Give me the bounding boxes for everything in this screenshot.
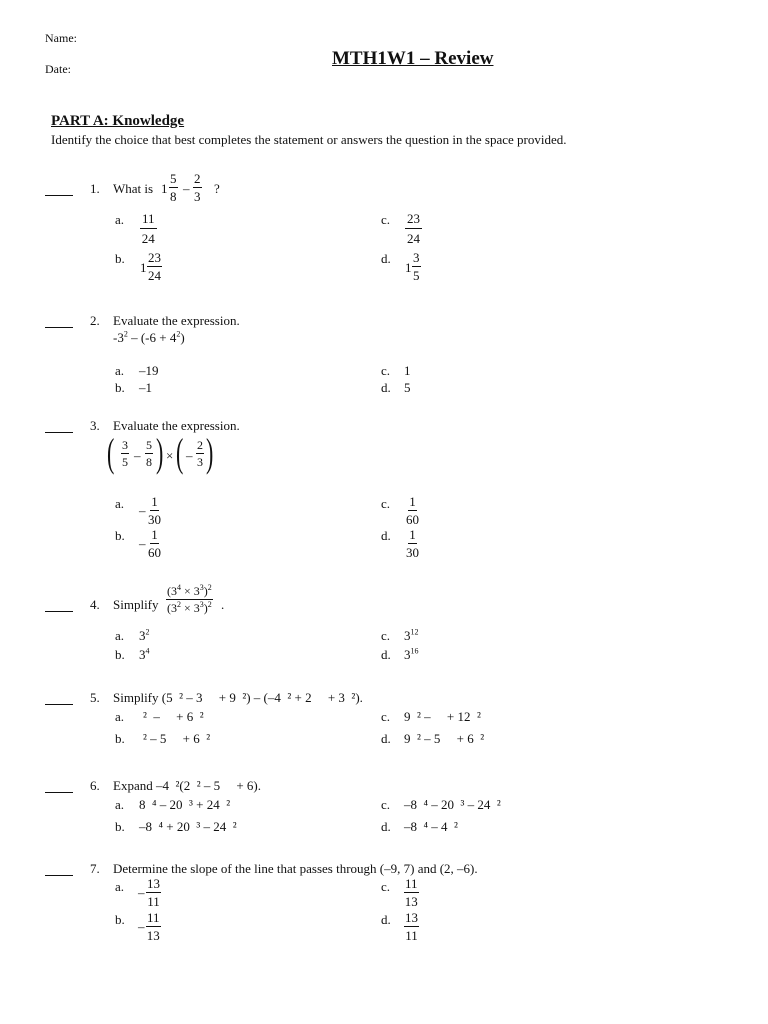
fraction: $\frac{3}{5}$ (122, 438, 128, 469)
choice-letter: d. (381, 647, 391, 662)
choice-letter: b. (115, 912, 125, 927)
choice-letter: c. (381, 709, 391, 724)
choice-letter: d. (381, 819, 391, 834)
choice-c-fraction[interactable]: $\frac{23}{24}$ (407, 211, 420, 246)
question-number: 5. (90, 690, 100, 705)
choice-c[interactable]: –8 ⁴ – 20 ³ – 24 ² (404, 797, 501, 812)
choice-b[interactable]: ² – 5 + 6 ² (143, 731, 211, 746)
question-number: 6. (90, 778, 100, 793)
answer-blank-2[interactable] (45, 327, 73, 328)
choice-b[interactable]: –8 ⁴ + 20 ³ – 24 ² (139, 819, 237, 834)
answer-blank-1[interactable] (45, 195, 73, 196)
choice-c[interactable]: 9 ² – + 12 ² (404, 709, 481, 724)
choice-letter: a. (115, 797, 125, 812)
choice-letter: a. (115, 363, 125, 378)
choice-d-fraction[interactable]: $\frac{13}{11}$ (405, 910, 418, 943)
part-a-instructions: Identify the choice that best completes the statement or answers the question in the space provided. (51, 132, 567, 147)
choice-letter: d. (381, 912, 391, 927)
question-prompt: Evaluate the expression. (113, 313, 240, 328)
choice-b[interactable]: $3^4$ (139, 646, 150, 662)
choice-c-fraction[interactable]: $\frac{1}{60}$ (406, 494, 419, 527)
choice-b-fraction[interactable]: $\frac{11}{13}$ (146, 910, 160, 943)
answer-blank-6[interactable] (45, 792, 73, 793)
left-paren: ( (106, 430, 115, 475)
question-mark: ? (214, 181, 220, 196)
choice-d[interactable]: 5 (404, 380, 411, 395)
question-number: 7. (90, 861, 100, 876)
choice-a[interactable]: 8 ⁴ – 20 ³ + 24 ² (139, 797, 231, 812)
choice-b-fraction[interactable]: $\frac{23}{24}$ (148, 250, 161, 283)
choice-a[interactable]: ² – + 6 ² (143, 709, 204, 724)
choice-letter: b. (115, 647, 125, 662)
choice-b[interactable]: –1 (139, 380, 152, 395)
choice-d-fraction[interactable]: $\frac{1}{30}$ (406, 527, 419, 560)
choice-letter: d. (381, 251, 391, 266)
choice-letter: a. (115, 709, 125, 724)
choice-a[interactable]: $3^2$ (139, 627, 150, 643)
exponent-fraction: $\frac{(3^4 \times 3^3)^2}{(3^2 \times 3^3)^2}$ (167, 583, 212, 615)
period: . (221, 597, 225, 612)
question-prompt: Determine the slope of the line that passes through (–9, 7) and (2, –6). (113, 861, 478, 876)
operator: × (166, 448, 174, 463)
choice-d[interactable]: $3^{16}$ (404, 646, 419, 662)
right-paren: ) (205, 430, 214, 475)
answer-blank-4[interactable] (45, 611, 73, 612)
answer-blank-5[interactable] (45, 704, 73, 705)
sign: – (138, 885, 145, 900)
choice-letter: b. (115, 251, 125, 266)
choice-letter: d. (381, 528, 391, 543)
question-prompt: Simplify (5 ² – 3 + 9 ²) – (–4 ² + 2 + 3 ²). (113, 690, 363, 705)
question-number: 3. (90, 418, 100, 433)
left-paren: ( (175, 430, 184, 475)
choice-letter: c. (381, 212, 391, 227)
fraction: $\frac{5}{8}$ (170, 171, 177, 204)
operator: – (183, 181, 190, 196)
question-number: 2. (90, 313, 100, 328)
choice-b-fraction[interactable]: $\frac{1}{60}$ (148, 527, 161, 560)
choice-d[interactable]: –8 ⁴ – 4 ² (404, 819, 458, 834)
fraction: $\frac{5}{8}$ (146, 438, 152, 469)
choice-letter: b. (115, 528, 125, 543)
mixed-whole: 1 (140, 260, 147, 275)
operator: – (186, 448, 193, 463)
question-prompt: Expand –4 ²(2 ² – 5 + 6). (113, 778, 261, 793)
choice-a-fraction[interactable]: $\frac{11}{24}$ (141, 211, 155, 246)
fraction: $\frac{2}{3}$ (194, 171, 201, 204)
mixed-whole: 1 (405, 260, 412, 275)
choice-a-fraction[interactable]: $\frac{13}{11}$ (147, 876, 160, 909)
choice-a-fraction[interactable]: $\frac{1}{30}$ (148, 494, 161, 527)
choice-letter: b. (115, 731, 125, 746)
choice-d[interactable]: 9 ² – 5 + 6 ² (404, 731, 485, 746)
operator: – (134, 448, 141, 463)
page-title: MTH1W1 – Review (332, 48, 494, 69)
answer-blank-7[interactable] (45, 875, 73, 876)
choice-a[interactable]: –19 (139, 363, 159, 378)
fraction: $\frac{2}{3}$ (197, 438, 203, 469)
right-paren: ) (155, 430, 164, 475)
sign: – (139, 503, 146, 518)
choice-letter: a. (115, 496, 125, 511)
date-label: Date: (45, 62, 71, 76)
choice-letter: c. (381, 496, 391, 511)
answer-blank-3[interactable] (45, 432, 73, 433)
question-number: 4. (90, 597, 100, 612)
question-prompt: Simplify (113, 597, 159, 612)
choice-letter: b. (115, 380, 125, 395)
choice-letter: a. (115, 212, 125, 227)
choice-letter: c. (381, 628, 391, 643)
choice-letter: a. (115, 879, 125, 894)
expression: $-3^2 - (-6 + 4^2)$ (113, 329, 185, 345)
sign: – (139, 536, 146, 551)
choice-letter: c. (381, 797, 391, 812)
choice-c[interactable]: $3^{12}$ (404, 627, 419, 643)
choice-letter: d. (381, 731, 391, 746)
choice-letter: a. (115, 628, 125, 643)
choice-letter: b. (115, 819, 125, 834)
choice-letter: c. (381, 363, 391, 378)
name-label: Name: (45, 31, 77, 45)
choice-c[interactable]: 1 (404, 363, 411, 378)
choice-letter: c. (381, 879, 391, 894)
sign: – (138, 919, 145, 934)
choice-d-fraction[interactable]: $\frac{3}{5}$ (413, 250, 420, 283)
question-number: 1. (90, 181, 100, 196)
choice-letter: d. (381, 380, 391, 395)
question-prompt: What is (113, 181, 154, 196)
part-a-heading: PART A: Knowledge (51, 113, 185, 129)
mixed-whole: 1 (161, 181, 168, 196)
question-prompt: Evaluate the expression. (113, 418, 240, 433)
choice-c-fraction[interactable]: $\frac{11}{13}$ (404, 876, 418, 909)
